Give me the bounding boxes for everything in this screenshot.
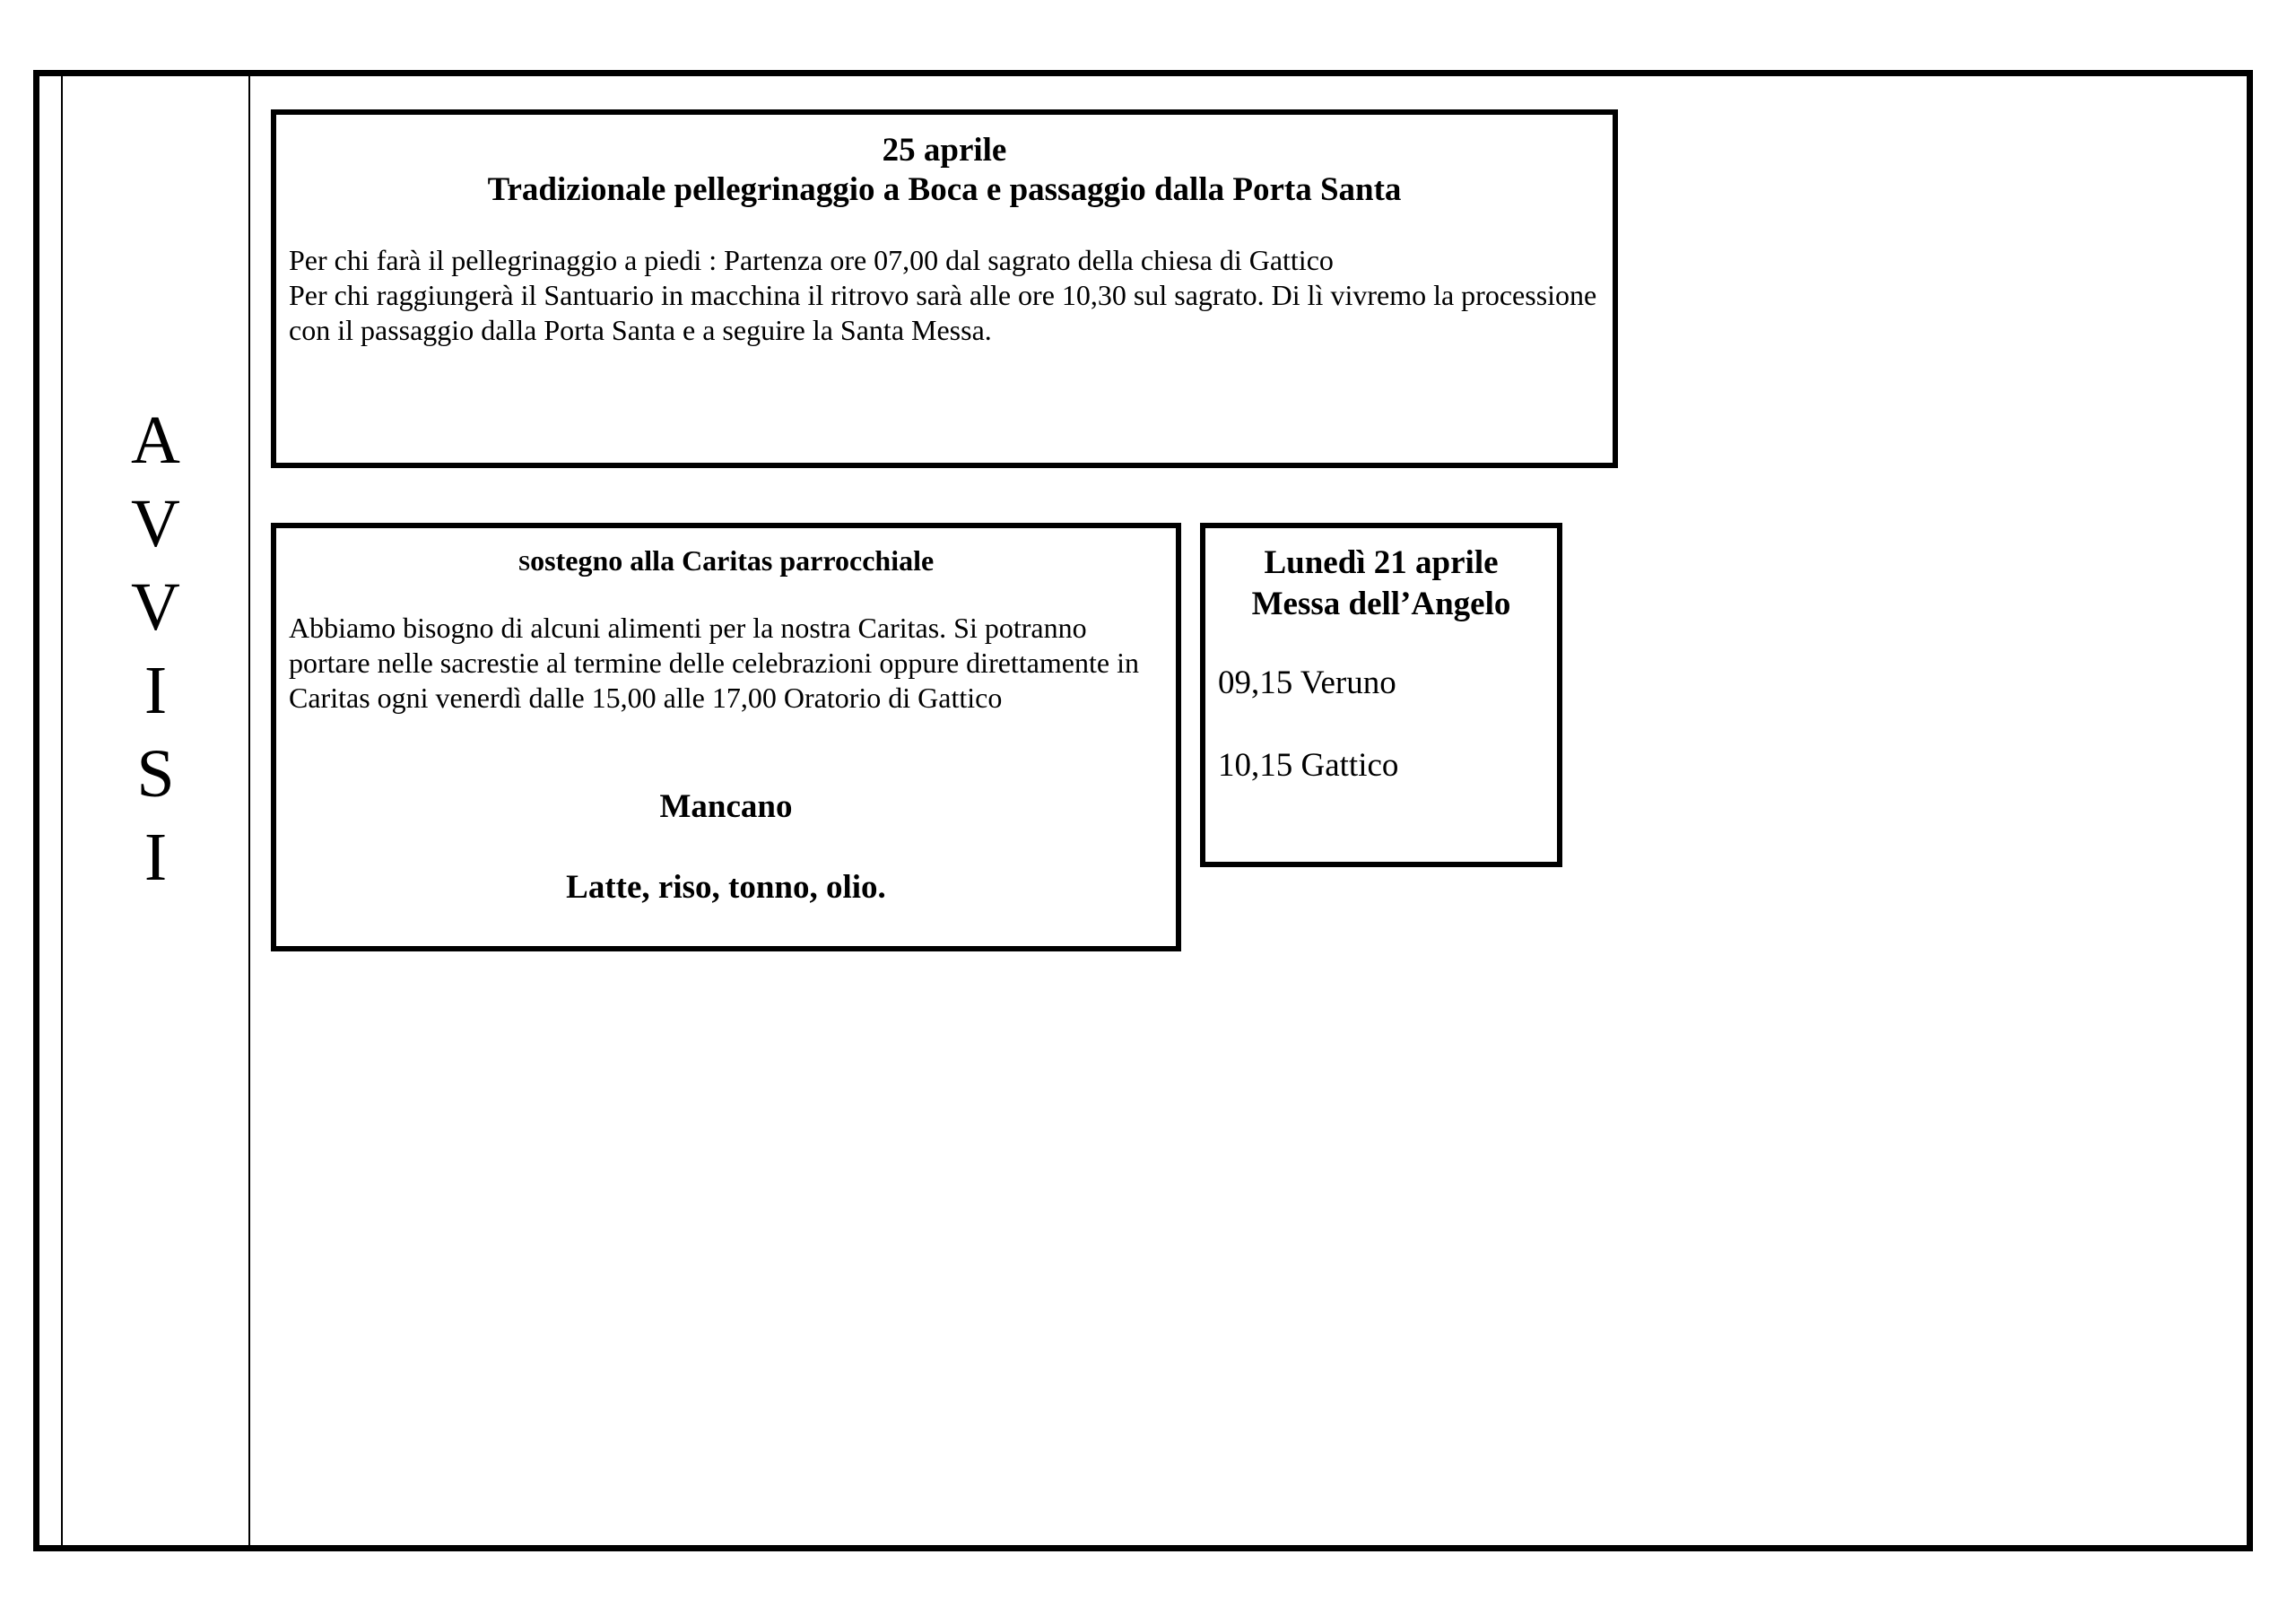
sidebar-letter: S <box>136 736 175 812</box>
caritas-missing-items: Latte, riso, tonno, olio. <box>566 869 886 906</box>
sidebar-letter: V <box>131 569 180 645</box>
caritas-title <box>276 543 1176 582</box>
sidebar-avvisi-label <box>63 399 248 899</box>
sidebar-letter: A <box>131 403 180 478</box>
pilgrimage-title: Tradizionale pellegrinaggio a Boca e passaggio dalla Porta Santa <box>487 171 1402 208</box>
angelo-mass-box <box>1200 523 1562 867</box>
mass-time-veruno: 09,15 Veruno <box>1218 664 1396 701</box>
pilgrimage-notice-box <box>271 109 1618 468</box>
caritas-notice-box <box>271 523 1181 951</box>
sidebar-letter: V <box>131 486 180 561</box>
pilgrimage-date: 25 aprile <box>882 132 1007 169</box>
caritas-title-rest: ostegno alla Caritas parrocchiale <box>530 544 935 577</box>
angelo-date: Lunedì 21 aprile <box>1264 544 1499 581</box>
caritas-missing-heading: Mancano <box>659 788 793 825</box>
pilgrimage-line-walk: Per chi farà il pellegrinaggio a piedi : Partenza ore 07,00 dal sagrato della chiesa di Gattico <box>289 244 1334 276</box>
sidebar-divider-right <box>248 76 250 1545</box>
mass-time-gattico: 10,15 Gattico <box>1218 747 1399 784</box>
angelo-title: Messa dell’Angelo <box>1251 586 1511 622</box>
sidebar-letter: I <box>144 820 168 895</box>
pilgrimage-line-car: Per chi raggiungerà il Santuario in macchina il ritrovo sarà alle ore 10,30 sul sagrato. Di lì vivremo la processione con il passaggio dalla Porta Santa e a seguire la Santa Messa. <box>289 279 1597 346</box>
caritas-title-initial: S <box>517 552 531 576</box>
sidebar-letter: I <box>144 653 168 728</box>
caritas-body: Abbiamo bisogno di alcuni alimenti per la nostra Caritas. Si potranno portare nelle sacrestie al termine delle celebrazioni oppure direttamente in Caritas ogni venerdì dalle 15,00 alle 17,00 Oratorio di Gattico <box>289 612 1139 714</box>
pilgrimage-body <box>289 243 1604 348</box>
